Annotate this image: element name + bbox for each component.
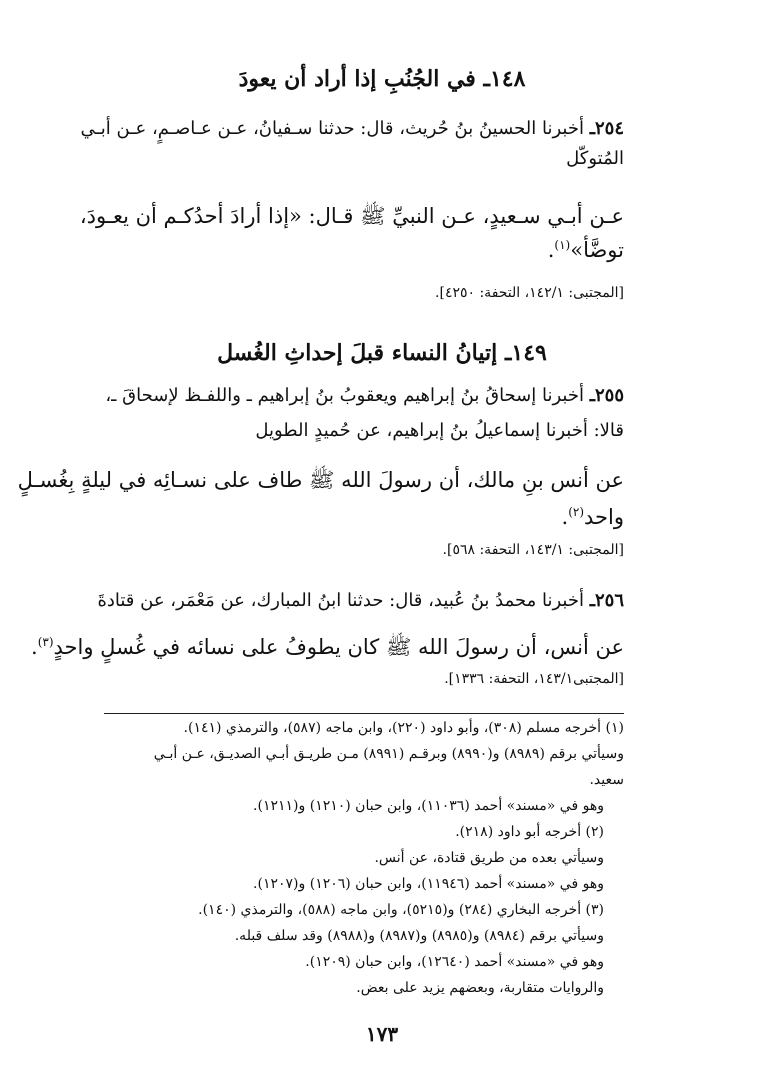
hadith-text: قالا: أخبرنا إسماعيلُ بنُ إبراهيم، عن حُميدٍ الطويل <box>255 420 624 441</box>
hadith-text: المُتوكّل <box>566 148 624 169</box>
footnote-marker: (٣) <box>37 635 54 649</box>
chapter-148-heading <box>0 66 764 92</box>
hadith-text: عن أنس، أن رسولَ الله ﷺ كان يطوفُ على نسائه في غُسلٍ واحدٍ <box>53 635 624 659</box>
footnote-3-line-1: (٣) أخرجه البخاري (٢٨٤) و(٥٢١٥)، وابن ماجه (٥٨٨)، والترمذي (١٤٠). <box>198 902 604 918</box>
hadith-number: ٢٥٦ـ <box>589 590 624 611</box>
footnote-2-line-1: (٢) أخرجه أبو داود (٢١٨). <box>455 824 604 840</box>
footnote-3-line-3: وهو في «مسند» أحمد (١٢٦٤٠)، وابن حبان (١٢٠٩). <box>305 954 604 970</box>
hadith-text: عن أنس بنِ مالك، أن رسولَ الله ﷺ طاف على نسـائِه في ليلةٍ بِغُسـلٍ <box>17 468 624 492</box>
hadith-number: ٢٥٥ـ <box>589 385 624 406</box>
footnote-marker: (٢) <box>568 505 585 519</box>
footnote-3-line-4: والروايات متقاربة، وبعضهم يزيد على بعض. <box>356 980 604 996</box>
footnote-1-line-3: سعيد. <box>589 772 624 788</box>
hadith-text: واحد <box>584 505 624 529</box>
hadith-text: أخبرنا الحسينُ بنُ حُريث، قال: حدثنا سـفيانُ، عـن عـاصـمٍ، عـن أبـي <box>80 118 584 139</box>
footnote-3-line-2: وسيأتي برقم (٨٩٨٤) و(٨٩٨٥) و(٨٩٨٧) و(٨٩٨٨) وقد سلف قبله. <box>234 928 604 944</box>
chapter-number: ١٤٩ـ <box>504 340 547 366</box>
hadith-255-line-4: واحد$^{(٢)}$. <box>561 505 624 529</box>
footnote-2-line-3: وهو في «مسند» أحمد (١١٩٤٦)، وابن حبان (١٢٠٦) و(١٢٠٧). <box>253 876 604 892</box>
hadith-number: ٢٥٤ـ <box>589 118 624 139</box>
footnote-2-line-2: وسيأتي بعده من طريق قتادة، عن أنس. <box>374 850 604 866</box>
hadith-255-line-2 <box>140 420 624 441</box>
hadith-254-line-3 <box>79 203 624 234</box>
hadith-255-line-3 <box>17 467 624 498</box>
hadith-254-line-1 <box>80 118 624 139</box>
footnote-marker: (١) <box>554 238 571 252</box>
hadith-255-line-1 <box>105 385 624 406</box>
footnote-1-line-4: وهو في «مسند» أحمد (١١٠٣٦)، وابن حبان (١٢١٠) و(١٢١١). <box>253 798 604 814</box>
chapter-title: إتيانُ النساء قبلَ إحداثِ الغُسل <box>217 340 498 366</box>
hadith-text: عـن أبـي سـعيدٍ، عـن النبيِّ ﷺ قـال: «إذا أرادَ أحدُكـم أن يعـودَ، <box>79 204 624 228</box>
footnote-1-line-1: (١) أخرجه مسلم (٣٠٨)، وأبو داود (٢٢٠)، وابن ماجه (٥٨٧)، والترمذي (١٤١). <box>183 720 624 736</box>
hadith-254-line-4: توضَّأ»$^{(١)}$. <box>547 238 624 262</box>
hadith-256-line-2: عن أنس، أن رسولَ الله ﷺ كان يطوفُ على نسائه في غُسلٍ واحدٍ$^{(٣)}$. <box>31 635 624 659</box>
hadith-text: أخبرنا محمدُ بنُ عُبيد، قال: حدثنا ابنُ المبارك، عن مَعْمَر، عن قتادةَ <box>97 590 584 611</box>
hadith-254-reference: [المجتبى: ١٤٢/١، التحفة: ٤٢٥٠]. <box>435 285 624 301</box>
chapter-number: ١٤٨ـ <box>483 66 526 92</box>
hadith-254-line-2 <box>140 148 624 169</box>
chapter-149-heading <box>0 340 764 366</box>
chapter-title: في الجُنُبِ إذا أراد أن يعودَ <box>238 66 476 92</box>
footnote-divider <box>104 713 624 714</box>
hadith-256-reference: [المجتبى١٤٣/١، التحفة: ١٣٣٦]. <box>444 671 624 687</box>
hadith-256-line-1 <box>97 590 624 611</box>
hadith-text: توضَّأ» <box>570 238 624 262</box>
hadith-255-reference: [المجتبى: ١٤٣/١، التحفة: ٥٦٨]. <box>442 542 624 558</box>
hadith-text: أخبرنا إسحاقُ بنُ إبراهيم ويعقوبُ بنُ إبراهيم ـ واللفـظ لإسحاقَ ـ، <box>105 385 584 406</box>
page-number: ١٧٣ <box>365 1022 399 1046</box>
footnote-1-line-2: وسيأتي برقم (٨٩٨٩) و(٨٩٩٠) وبرقـم (٨٩٩١) مـن طريـق أبـي الصديـق، عـن أبـي <box>153 746 624 762</box>
